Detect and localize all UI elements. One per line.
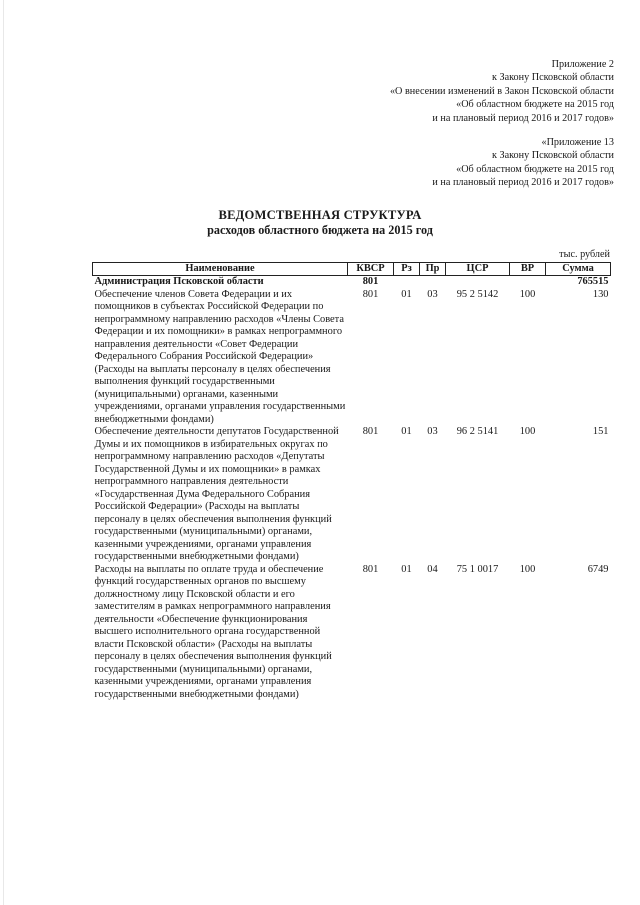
cell-rz: 01 xyxy=(401,563,412,575)
table-row xyxy=(93,426,611,564)
cell-kvsr: 801 xyxy=(362,426,379,437)
cell-csr: 75 1 0017 xyxy=(456,563,499,575)
table-row xyxy=(93,289,611,427)
annex-amendment-block xyxy=(390,58,614,125)
cell-csr: 96 2 5141 xyxy=(456,426,499,437)
cell-csr xyxy=(446,276,510,289)
budget-table xyxy=(92,262,611,701)
document-title xyxy=(0,208,640,238)
header-name: Наименование xyxy=(93,263,348,276)
cell-sum: 130 xyxy=(592,288,609,300)
annex-amendment-line: «О внесении изменений в Закон Псковской области xyxy=(389,85,614,97)
header-kvsr: КВСР xyxy=(348,263,394,276)
header-pr: Пр xyxy=(420,263,446,276)
annex-original-block xyxy=(432,136,614,190)
table-row xyxy=(93,276,611,289)
cell-sum: 765515 xyxy=(577,276,609,287)
cell-vr: 100 xyxy=(519,563,536,575)
cell-pr xyxy=(420,276,446,289)
cell-vr: 100 xyxy=(519,426,536,437)
cell-pr: 03 xyxy=(427,426,438,437)
title-line-2: расходов областного бюджета на 2015 год xyxy=(207,223,433,237)
annex-original-line: и на плановый период 2016 и 2017 годов» xyxy=(432,177,614,189)
header-rz: Рз xyxy=(394,263,420,276)
cell-vr xyxy=(510,276,546,289)
annex-original-line: «Об областном бюджете на 2015 год xyxy=(456,163,614,175)
cell-pr: 03 xyxy=(427,288,438,300)
scan-edge xyxy=(3,0,4,905)
cell-rz: 01 xyxy=(401,288,412,300)
cell-name: Обеспечение членов Совета Федерации и их помощников в субъектах Российской Федерации по непрограммному направлению расходов «Члены Совета Федерации и их помощники» в рамках непрограммного направления деятельности «Совет Федерации Федерального Собрания Российской Федерации» (Расходы на выплаты персоналу в целях обеспечения выполнения функций государственными (муниципальными) органами, казенными учреждениями, органами управления государственными внебюджетными фондами) xyxy=(94,288,346,425)
cell-name: Расходы на выплаты по оплате труда и обеспечение функций государственных органов по высшему должностному лицу Псковской области и его заместителям в рамках непрограммного направления деятельности «Обеспечение функционирования высшего исполнительного органа государственной власти Псковской области» (Расходы на выплаты персоналу в целях обеспечения выполнения функций государственными (муниципальными) органами, казенными учреждениями, органами управления государственными внебюджетными фондами) xyxy=(94,563,332,700)
cell-sum: 151 xyxy=(592,426,609,437)
title-line-1: ВЕДОМСТВЕННАЯ СТРУКТУРА xyxy=(218,208,422,222)
annex-original-line: «Приложение 13 xyxy=(541,137,614,148)
header-sum: Сумма xyxy=(546,263,611,276)
cell-name: Обеспечение деятельности депутатов Государственной Думы и их помощников в избирательных округах по непрограммному направлению расходов «Депутаты Государственной Думы и их помощники» в рамках непрограммного направления деятельности «Государственная Дума Федерального Собрания Российской Федерации» (Расходы на выплаты персоналу в целях обеспечения выполнения функций государственными (муниципальными) органами, казенными учреждениями, органами управления государственными внебюджетными фондами) xyxy=(94,426,339,562)
header-vr: ВР xyxy=(510,263,546,276)
annex-amendment-line: Приложение 2 xyxy=(551,59,614,70)
cell-kvsr: 801 xyxy=(362,288,379,300)
units-label: тыс. рублей xyxy=(559,249,610,260)
cell-csr: 95 2 5142 xyxy=(456,288,499,300)
annex-amendment-line: «Об областном бюджете на 2015 год xyxy=(456,99,614,111)
annex-original-line: к Закону Псковской области xyxy=(492,150,614,162)
table-header-row xyxy=(93,263,611,276)
cell-name: Администрация Псковской области xyxy=(94,276,264,287)
cell-kvsr: 801 xyxy=(362,563,379,575)
cell-sum: 6749 xyxy=(587,563,609,575)
header-csr: ЦСР xyxy=(446,263,510,276)
cell-rz: 01 xyxy=(401,426,412,437)
annex-amendment-line: к Закону Псковской области xyxy=(492,72,614,84)
cell-vr: 100 xyxy=(519,288,536,300)
cell-pr: 04 xyxy=(427,563,438,575)
annex-amendment-line: и на плановый период 2016 и 2017 годов» xyxy=(432,112,614,124)
cell-kvsr: 801 xyxy=(362,276,379,287)
table-row xyxy=(93,564,611,702)
cell-rz xyxy=(394,276,420,289)
